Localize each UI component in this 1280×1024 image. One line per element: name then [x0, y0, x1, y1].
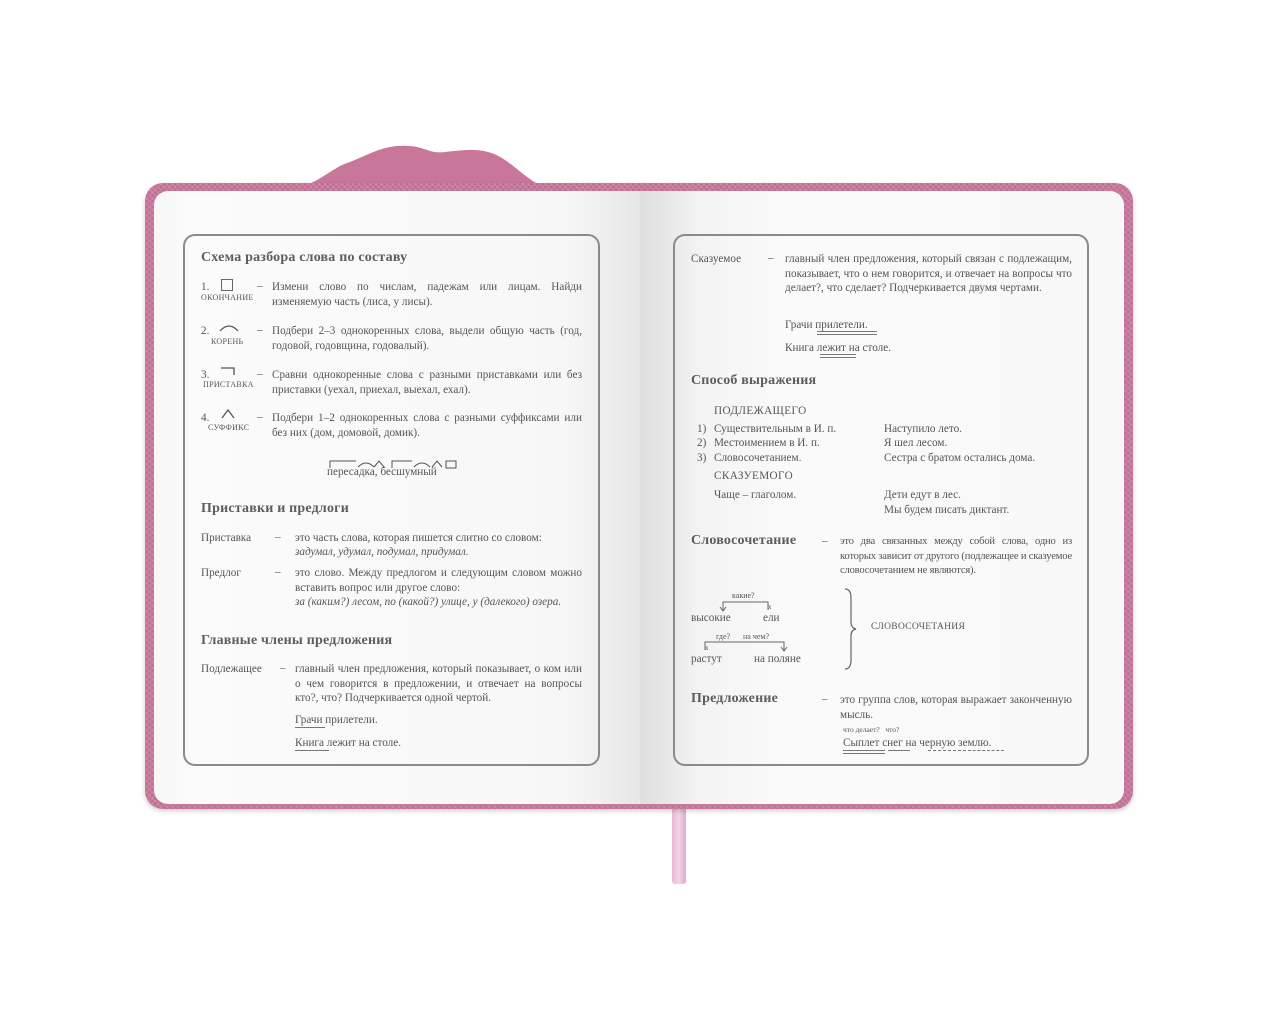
morph-label: ПРИСТАВКА — [203, 380, 254, 389]
dependent-word: на поляне — [754, 653, 801, 665]
question-arrow — [700, 640, 790, 652]
morph-label: СУФФИКС — [208, 423, 250, 432]
question-label: на чем? — [743, 632, 770, 641]
double-underline-mark — [843, 753, 885, 754]
morph-number: 2. — [201, 325, 210, 337]
skazuemoe-example-a: Дети едут в лес. — [884, 489, 961, 501]
dash: – — [822, 535, 828, 547]
list-num: 1) — [697, 423, 707, 435]
double-underline-mark — [843, 750, 885, 751]
pristavka-definition: это часть слова, которая пишется слитно со словом: — [295, 532, 542, 544]
term-pristavka: Приставка — [201, 532, 252, 544]
morph-number: 3. — [201, 369, 210, 381]
bookmark-ribbon — [672, 800, 686, 884]
question-label: где? — [716, 632, 731, 641]
term-skazuemoe: Сказуемое — [691, 253, 742, 265]
dash: – — [257, 324, 263, 336]
brace-label: СЛОВОСОЧЕТАНИЯ — [871, 622, 966, 632]
skazuemoe-definition: главный член предложения, который связан с подлежащим, показывает, что о нем говорится, и отвечает на вопросы что делает?, что сделает? Подчеркивается двумя чертами. — [785, 253, 1072, 294]
pristavka-examples: задумал, удумал, подумал, придумал. — [295, 546, 469, 558]
term-predlog: Предлог — [201, 567, 241, 579]
morph-label: ОКОНЧАНИЕ — [201, 293, 254, 302]
heading-expression-way: Способ выражения — [691, 373, 817, 388]
suffix-caret-icon — [221, 409, 235, 419]
underline-mark — [295, 727, 325, 728]
dash: – — [257, 280, 263, 292]
skazuemoe-example-2: Книга лежит на столе. — [785, 342, 891, 354]
podlezhashchee-definition: главный член предложения, который показывает, о ком или о чем говорится в предложении, и отвечает на вопросы кто?, что? Подчеркивается одной чертой. — [295, 663, 582, 704]
sentence-definition: это группа слов, которая выражает законченную мысль. — [840, 694, 1072, 721]
dashed-underline-mark — [968, 750, 1004, 752]
podlezhashchee-example-2: Книга лежит на столе. — [295, 737, 401, 749]
predlog-examples: за (каким?) лесом, по (какой?) улице, у (далекого) озера. — [295, 596, 562, 608]
list-num: 2) — [697, 437, 707, 449]
list-text: Местоимением в И. п. — [714, 437, 820, 449]
skazuemoe-example-1: Грачи прилетели. — [785, 319, 868, 331]
morph-text: Подбери 2–3 однокоренных слова, выдели общую часть (год, годовой, годовщина, годовалый). — [272, 325, 582, 352]
prefix-corner-icon — [220, 367, 236, 376]
main-word-mark: х — [768, 603, 772, 611]
morph-label: КОРЕНЬ — [211, 337, 244, 346]
heading-prefixes-prepositions: Приставки и предлоги — [201, 501, 350, 516]
skazuemoe-example-b: Мы будем писать диктант. — [884, 504, 1010, 516]
heading-word-combination: Словосочетание — [691, 533, 797, 548]
dash: – — [768, 252, 774, 264]
dash: – — [275, 531, 281, 543]
skazuemoe-way: Чаще – глаголом. — [714, 489, 797, 501]
underline-mark — [295, 750, 329, 751]
caps-podlezhashchego: ПОДЛЕЖАЩЕГО — [714, 405, 807, 417]
list-example: Наступило лето. — [884, 423, 962, 435]
dash: – — [822, 693, 828, 705]
dependent-word: высокие — [691, 612, 731, 624]
podlezhashchee-example-1: Грачи прилетели. — [295, 714, 378, 726]
morph-number: 4. — [201, 412, 210, 424]
example-words: пересадка, бесшумный — [327, 466, 437, 478]
predlog-definition: это слово. Между предлогом и следующим словом можно вставить вопрос или другое слово: — [295, 567, 582, 594]
list-num: 3) — [697, 452, 707, 464]
heading-word-structure: Схема разбора слова по составу — [201, 250, 408, 265]
main-word: ели — [763, 612, 780, 624]
caps-skazuemogo: СКАЗУЕМОГО — [714, 470, 794, 482]
main-word-mark: х — [705, 644, 709, 652]
list-text: Словосочетанием. — [714, 452, 802, 464]
ending-box-icon — [221, 279, 233, 291]
list-text: Существительным в И. п. — [714, 423, 837, 435]
term-podlezhashchee: Подлежащее — [201, 663, 262, 675]
main-word: растут — [691, 653, 722, 665]
heading-sentence: Предложение — [691, 691, 779, 706]
double-underline-mark — [820, 354, 856, 355]
root-arc-icon — [219, 324, 239, 332]
double-underline-mark — [817, 334, 877, 335]
double-underline-mark — [817, 331, 877, 332]
dash: – — [280, 662, 286, 674]
sentence-questions: что делает? что? — [843, 725, 900, 734]
morph-text: Подбери 1–2 однокоренных слова с разными суффиксами или без них (дом, домовой, домик). — [272, 412, 582, 439]
morph-text: Сравни однокоренные слова с разными приставками или без приставки (уехал, приехал, выехал, ехал). — [272, 369, 582, 396]
brace-icon — [843, 588, 857, 670]
wavy-underline-mark — [928, 750, 966, 752]
question-label: какие? — [732, 591, 755, 600]
morph-text: Измени слово по числам, падежам или лицам. Найди изменяемую часть (лиса, у лисы). — [272, 281, 582, 308]
double-underline-mark — [820, 357, 856, 358]
sentence-example: Сыплет снег на черную землю. — [843, 737, 992, 749]
dash: – — [257, 368, 263, 380]
dash: – — [275, 566, 281, 578]
morph-number: 1. — [201, 281, 210, 293]
word-combination-definition: это два связанных между собой слова, одно из которых зависит от другого (подлежащее и сказуемое словосочетанием не являются). — [840, 536, 1072, 576]
list-example: Сестра с братом остались дома. — [884, 452, 1036, 464]
list-example: Я шел лесом. — [884, 437, 948, 449]
dash: – — [257, 411, 263, 423]
underline-mark — [888, 750, 910, 751]
heading-main-members: Главные члены предложения — [201, 633, 393, 648]
